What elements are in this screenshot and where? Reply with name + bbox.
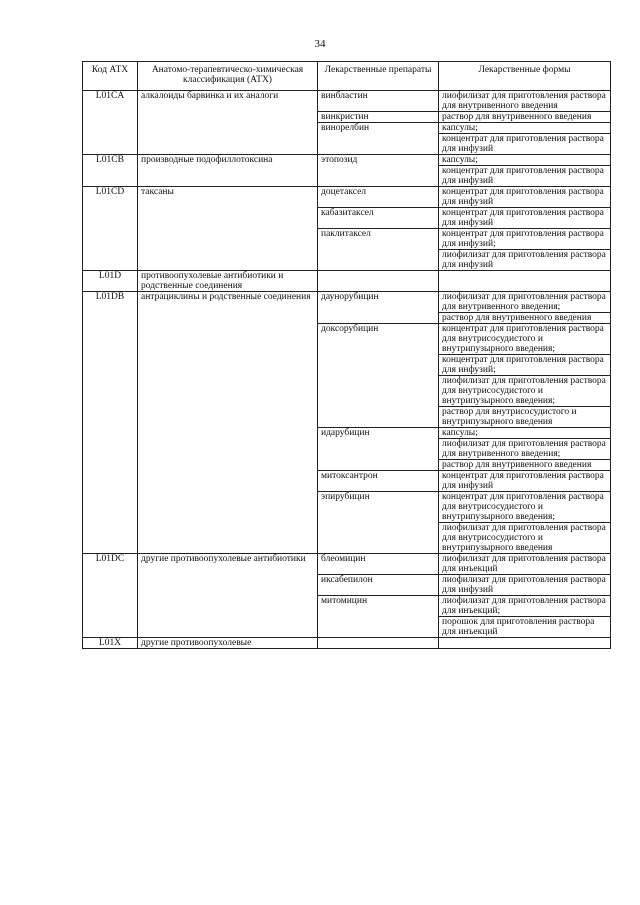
dosage-form: лиофилизат для приготовления раствора для внутривенного введения;	[439, 439, 611, 460]
table-row	[83, 91, 611, 112]
drug-name: митоксантрон	[318, 471, 439, 492]
dosage-form: капсулы;	[439, 123, 611, 134]
atc-code: L01CA	[83, 91, 138, 155]
dosage-form	[439, 638, 611, 649]
atc-classification: антрациклины и родственные соединения	[138, 292, 318, 554]
table-row	[83, 271, 611, 292]
dosage-form: капсулы;	[439, 428, 611, 439]
dosage-form: лиофилизат для приготовления раствора для инъекций;	[439, 596, 611, 617]
drug-name: идарубицин	[318, 428, 439, 471]
drug-name: блеомицин	[318, 554, 439, 575]
atc-code: L01DB	[83, 292, 138, 554]
drug-name: винкристин	[318, 112, 439, 123]
drug-name: винорелбин	[318, 123, 439, 155]
atc-table-body	[83, 91, 611, 649]
atc-code: L01DC	[83, 554, 138, 638]
page-number: 34	[314, 38, 326, 50]
dosage-form: раствор для внутривенного введения	[439, 112, 611, 123]
drug-name: кабазитаксел	[318, 208, 439, 229]
header-code: Код АТХ	[83, 62, 138, 91]
drug-name: даунорубицин	[318, 292, 439, 324]
dosage-form: лиофилизат для приготовления раствора для инъекций	[439, 554, 611, 575]
dosage-form: раствор для внутривенного введения	[439, 313, 611, 324]
drug-name: эпирубицин	[318, 492, 439, 554]
atc-table	[82, 61, 611, 649]
dosage-form: лиофилизат для приготовления раствора для внутрисосудистого и внутрипузырного введения;	[439, 376, 611, 407]
table-row	[83, 292, 611, 313]
drug-name: доксорубицин	[318, 324, 439, 428]
drug-name: доцетаксел	[318, 187, 439, 208]
table-row	[83, 187, 611, 208]
atc-code: L01CD	[83, 187, 138, 271]
table-row	[83, 554, 611, 575]
dosage-form: капсулы;	[439, 155, 611, 166]
dosage-form	[439, 271, 611, 292]
drug-name	[318, 638, 439, 649]
atc-classification: таксаны	[138, 187, 318, 271]
drug-name: паклитаксел	[318, 229, 439, 271]
atc-code: L01D	[83, 271, 138, 292]
dosage-form: концентрат для приготовления раствора для инфузий	[439, 471, 611, 492]
drug-name: митомицин	[318, 596, 439, 638]
dosage-form: порошок для приготовления раствора для инъекций	[439, 617, 611, 638]
dosage-form: концентрат для приготовления раствора для инфузий;	[439, 229, 611, 250]
atc-classification: противоопухолевые антибиотики и родственные соединения	[138, 271, 318, 292]
dosage-form: лиофилизат для приготовления раствора для инфузий	[439, 575, 611, 596]
dosage-form: концентрат для приготовления раствора для инфузий;	[439, 355, 611, 376]
drug-name: иксабепилон	[318, 575, 439, 596]
atc-classification: другие противоопухолевые	[138, 638, 318, 649]
dosage-form: лиофилизат для приготовления раствора для внутривенного введения;	[439, 292, 611, 313]
dosage-form: лиофилизат для приготовления раствора для внутрисосудистого и внутрипузырного введения	[439, 523, 611, 554]
atc-classification: другие противоопухолевые антибиотики	[138, 554, 318, 638]
table-row	[83, 155, 611, 166]
dosage-form: концентрат для приготовления раствора для инфузий	[439, 208, 611, 229]
dosage-form: концентрат для приготовления раствора для инфузий	[439, 134, 611, 155]
drug-name	[318, 271, 439, 292]
atc-code: L01X	[83, 638, 138, 649]
dosage-form: концентрат для приготовления раствора для инфузий	[439, 166, 611, 187]
dosage-form: концентрат для приготовления раствора для внутрисосудистого и внутрипузырного введения;	[439, 492, 611, 523]
atc-code: L01CB	[83, 155, 138, 187]
drug-name: этопозид	[318, 155, 439, 187]
header-forms: Лекарственные формы	[439, 62, 611, 91]
atc-classification: алкалоиды барвинка и их аналоги	[138, 91, 318, 155]
table-row	[83, 638, 611, 649]
header-drugs: Лекарственные препараты	[318, 62, 439, 91]
drug-name: винбластин	[318, 91, 439, 112]
dosage-form: концентрат для приготовления раствора для инфузий	[439, 187, 611, 208]
dosage-form: концентрат для приготовления раствора для внутрисосудистого и внутрипузырного введения;	[439, 324, 611, 355]
header-classification: Анатомо-терапевтическо-химическая классификация (АТХ)	[138, 62, 318, 91]
dosage-form: лиофилизат для приготовления раствора для инфузий	[439, 250, 611, 271]
dosage-form: раствор для внутрисосудистого и внутрипузырного введения	[439, 407, 611, 428]
dosage-form: раствор для внутривенного введения	[439, 460, 611, 471]
dosage-form: лиофилизат для приготовления раствора для внутривенного введения	[439, 91, 611, 112]
atc-classification: производные подофиллотоксина	[138, 155, 318, 187]
